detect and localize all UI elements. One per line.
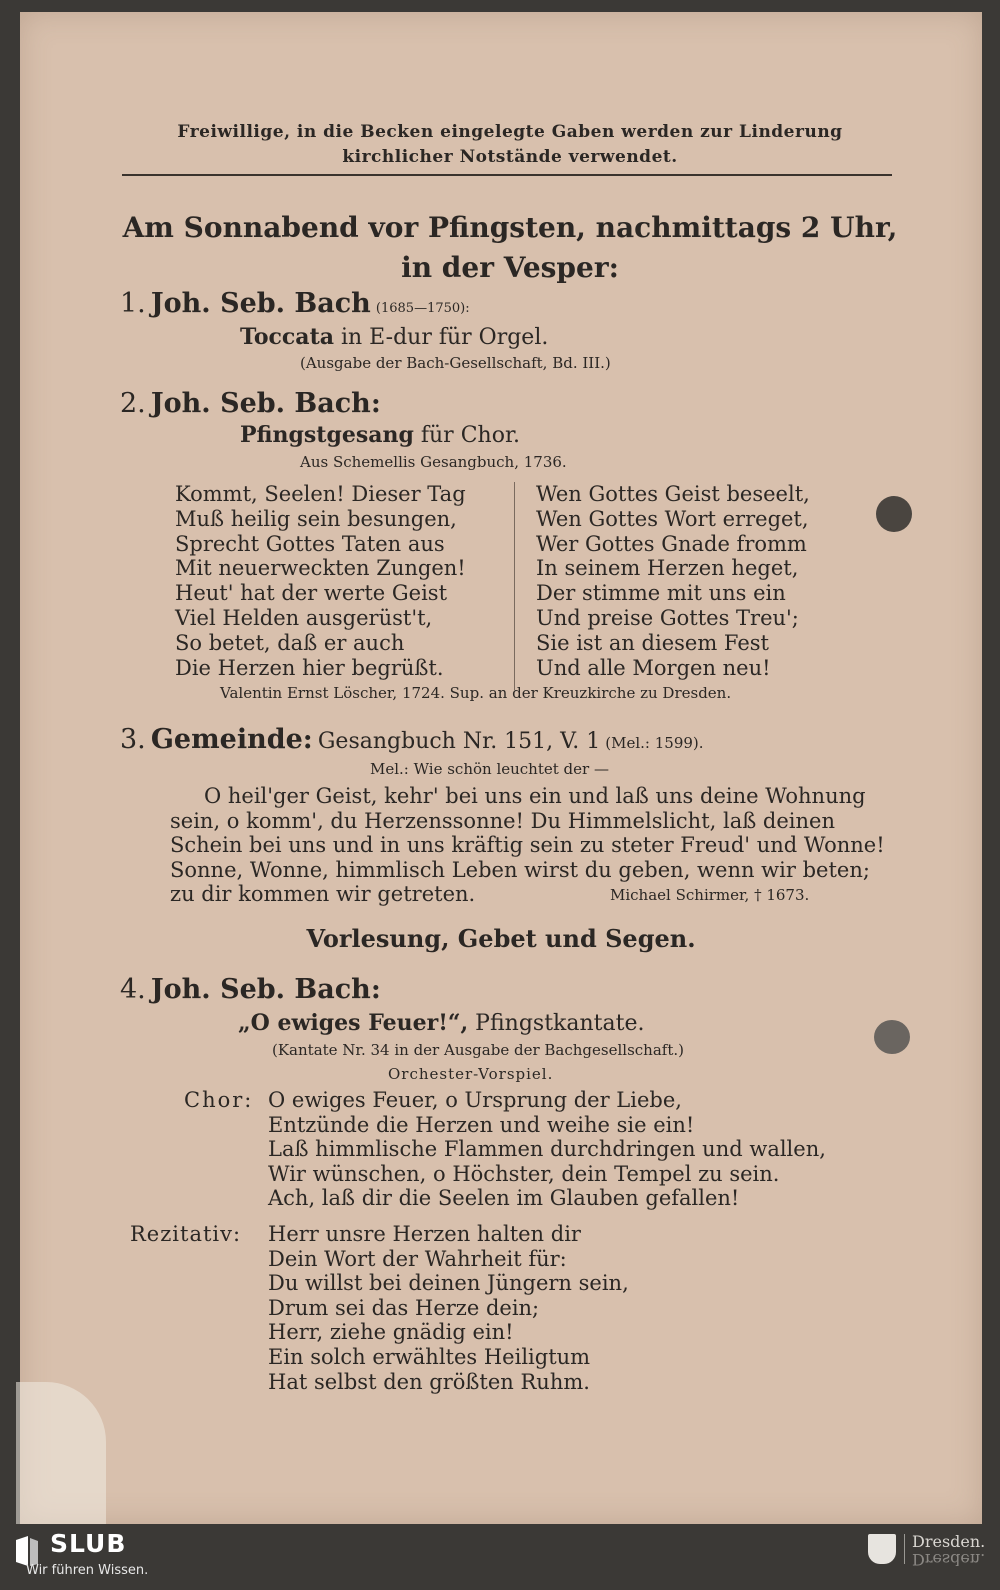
- item-4-title: [120, 974, 381, 1005]
- item-2-work: [240, 422, 520, 448]
- library-name: SLUB: [50, 1529, 127, 1558]
- interlude-heading: Vorlesung, Gebet und Segen.: [306, 924, 696, 953]
- melody-title: Mel.: Wie schön leuchtet der —: [370, 760, 609, 778]
- chor-line: Entzünde die Herzen und weihe sie ein!: [268, 1112, 695, 1137]
- verse-line: In seinem Herzen heget,: [536, 556, 799, 581]
- chor-label: Chor:: [184, 1088, 254, 1112]
- verse-line: Muß heilig sein besungen,: [175, 506, 457, 531]
- hymn-verse-right: [536, 482, 810, 680]
- paper-wear: [16, 1382, 106, 1532]
- rezitativ-line: Drum sei das Herze dein;: [268, 1295, 540, 1320]
- composer-name: Joh. Seb. Bach: [150, 288, 371, 319]
- viewer-footer: [0, 1524, 1000, 1590]
- hymn-verse-left: [175, 482, 466, 680]
- orchestra-prelude: Orchester-Vorspiel.: [388, 1065, 554, 1083]
- work-title: Pfingstgesang: [240, 422, 414, 448]
- item-2-title: [120, 388, 381, 419]
- hymn-credit: Valentin Ernst Löscher, 1724. Sup. an der Kreuzkirche zu Dresden.: [220, 684, 732, 702]
- verse-line: Mit neuerweckten Zungen!: [175, 556, 466, 581]
- chor-line: Ach, laß dir die Seelen im Glauben gefallen!: [268, 1186, 740, 1211]
- rezitativ-line: Dein Wort der Wahrheit für:: [268, 1246, 567, 1271]
- city-logo-reflection: Dresden.: [912, 1550, 986, 1569]
- rezitativ-line: Herr, ziehe gnädig ein!: [268, 1320, 514, 1345]
- composer-name: Joh. Seb. Bach:: [150, 388, 381, 419]
- item-1-title: [120, 288, 470, 319]
- donation-notice-line-2: kirchlicher Notstände verwendet.: [342, 147, 678, 167]
- library-tagline: Wir führen Wissen.: [26, 1563, 149, 1578]
- item-number: 2.: [120, 388, 146, 419]
- city-logo: Dresden.: [912, 1532, 986, 1551]
- verse-line: Und preise Gottes Treu';: [536, 605, 799, 630]
- item-1-edition: (Ausgabe der Bach-Gesellschaft, Bd. III.): [300, 354, 611, 372]
- verse-line: So betet, daß er auch: [175, 630, 405, 655]
- item-number: 4.: [120, 974, 146, 1005]
- header-rule: [122, 174, 892, 176]
- verse-line: Wen Gottes Geist beseelt,: [536, 482, 810, 506]
- coat-of-arms-icon: [868, 1534, 896, 1564]
- service-heading: [100, 208, 920, 288]
- program-page: [20, 12, 982, 1524]
- item-2-source: Aus Schemellis Gesangbuch, 1736.: [300, 453, 567, 471]
- item-4-edition: (Kantate Nr. 34 in der Ausgabe der Bachgesellschaft.): [272, 1041, 684, 1059]
- footer-divider: [904, 1534, 905, 1564]
- hymnbook-reference: Gesangbuch Nr. 151, V. 1: [317, 729, 601, 754]
- item-3-title: [120, 724, 704, 755]
- chor-line: Laß himmlische Flammen durchdringen und wallen,: [268, 1137, 826, 1162]
- verse-line: Der stimme mit uns ein: [536, 581, 786, 606]
- melody-note: (Mel.: 1599).: [605, 734, 704, 752]
- rezitativ-text: [268, 1222, 629, 1394]
- verse-line: Und alle Morgen neu!: [536, 655, 771, 680]
- work-title: Toccata: [240, 324, 334, 350]
- item-number: 3.: [120, 724, 146, 755]
- verse-line: Wen Gottes Wort erreget,: [536, 506, 809, 531]
- composer-dates: (1685—1750):: [375, 301, 470, 316]
- verse-line: Kommt, Seelen! Dieser Tag: [175, 482, 466, 506]
- verse-line: Wer Gottes Gnade fromm: [536, 531, 807, 556]
- chor-line: Wir wünschen, o Höchster, dein Tempel zu sein.: [268, 1161, 780, 1186]
- chor-text: [268, 1088, 826, 1211]
- congregation-label: Gemeinde:: [150, 724, 313, 755]
- donation-notice: [120, 120, 900, 170]
- work-description: in E-dur für Orgel.: [340, 325, 549, 350]
- ink-stain: [874, 1020, 910, 1054]
- verse-line: Heut' hat der werte Geist: [175, 581, 448, 606]
- work-description: für Chor.: [420, 423, 521, 448]
- composer-name: Joh. Seb. Bach:: [150, 974, 381, 1005]
- rezitativ-line: Du willst bei deinen Jüngern sein,: [268, 1271, 629, 1296]
- work-description: Pfingstkantate.: [475, 1011, 645, 1036]
- item-4-work: [238, 1010, 644, 1036]
- verse-line: Die Herzen hier begrüßt.: [175, 655, 444, 680]
- service-heading-line-2: in der Vesper:: [401, 251, 619, 284]
- verse-line: Sie ist an diesem Fest: [536, 630, 769, 655]
- donation-notice-line-1: Freiwillige, in die Becken eingelegte Gaben werden zur Linderung: [177, 122, 843, 142]
- rezitativ-label: Rezitativ:: [130, 1222, 242, 1246]
- rezitativ-line: Ein solch erwähltes Heiligtum: [268, 1344, 591, 1369]
- chor-line: O ewiges Feuer, o Ursprung der Liebe,: [268, 1088, 682, 1112]
- verse-line: Sprecht Gottes Taten aus: [175, 531, 445, 556]
- verse-line: Viel Helden ausgerüst't,: [175, 605, 433, 630]
- hymn-text-line: Schein bei uns und in uns kräftig sein zu steter Freud' und Wonne!: [170, 833, 885, 858]
- service-heading-line-1: Am Sonnabend vor Pfingsten, nachmittags 2 Uhr,: [122, 211, 898, 244]
- hymn-text-line: sein, o komm', du Herzenssonne! Du Himmelslicht, laß deinen: [170, 808, 835, 833]
- work-title: „O ewiges Feuer!“,: [238, 1010, 469, 1036]
- hymn-text-line: O heil'ger Geist, kehr' bei uns ein und laß uns deine Wohnung: [204, 784, 866, 808]
- verse-divider: [514, 482, 515, 690]
- hymn-text-line: zu dir kommen wir getreten.: [170, 882, 476, 907]
- hymn-author: Michael Schirmer, † 1673.: [610, 886, 810, 904]
- ink-stain: [876, 496, 912, 532]
- item-1-work: [240, 324, 548, 350]
- rezitativ-line: Herr unsre Herzen halten dir: [268, 1222, 581, 1246]
- hymn-text-line: Sonne, Wonne, himmlisch Leben wirst du geben, wenn wir beten;: [170, 857, 870, 882]
- rezitativ-line: Hat selbst den größten Ruhm.: [268, 1369, 590, 1394]
- item-number: 1.: [120, 288, 146, 319]
